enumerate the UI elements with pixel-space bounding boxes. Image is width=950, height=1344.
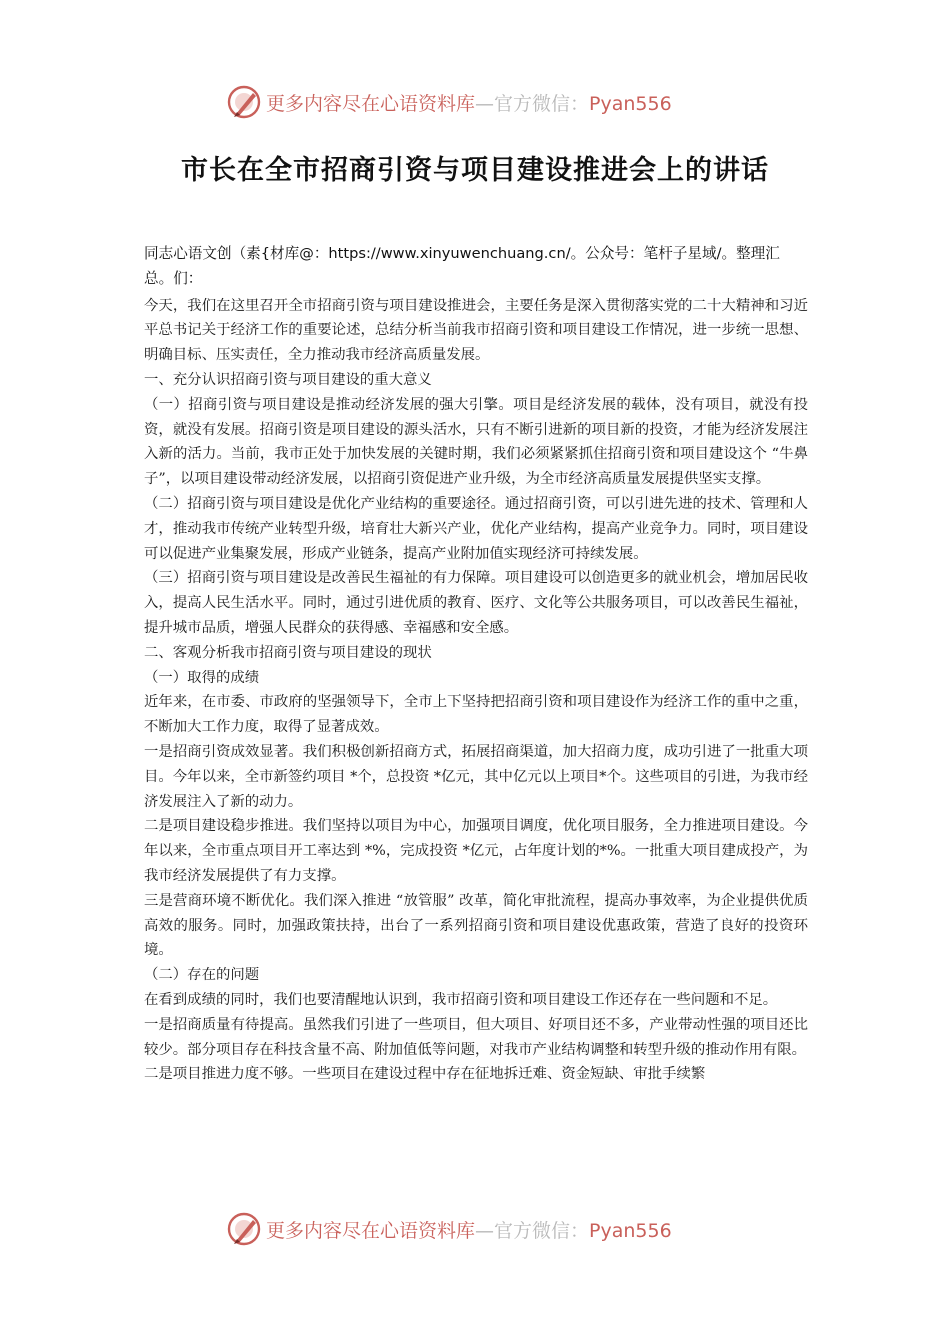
paragraph: （二）招商引资与项目建设是优化产业结构的重要途径。通过招商引资，可以引进先进的技术、管理和人才，推动我市传统产业转型升级，培育壮大新兴产业，优化产业结构，提高产业竞争力。同时，项目建设可以促进产业集聚发展，形成产业链条，提高产业附加值实现经济可持续发展。 <box>144 495 808 562</box>
paragraph: 今天，我们在这里召开全市招商引资与项目建设推进会，主要任务是深入贯彻落实党的二十大精神和习近平总书记关于经济工作的重要论述，总结分析当前我市招商引资和项目建设工作情况，进一步统一思想、明确目标、压实责任，全力推动我市经济高质量发展。 <box>144 297 808 364</box>
subsection-heading: （一）取得的成绩 <box>144 669 260 686</box>
watermark-text: 更多内容尽在心语资料库—官方微信：Pyan556 <box>266 1219 672 1242</box>
section-heading: 一、充分认识招商引资与项目建设的重大意义 <box>144 371 432 388</box>
watermark-banner-top <box>226 84 746 120</box>
document-body <box>144 242 808 1192</box>
document-title: 市长在全市招商引资与项目建设推进会上的讲话 <box>181 155 769 186</box>
watermark-text: 更多内容尽在心语资料库—官方微信：Pyan556 <box>266 92 672 115</box>
subsection-heading: （二）存在的问题 <box>144 967 260 984</box>
source-line: 同志心语文创（素{材库@：https://www.xinyuwenchuang.cn/。公众号：笔杆子星域/。整理汇总。们： <box>144 245 780 287</box>
paragraph: 一是招商引资成效显著。我们积极创新招商方式，拓展招商渠道，加大招商力度，成功引进了一批重大项目。今年以来，全市新签约项目 *个，总投资 *亿元，其中亿元以上项目*个。这些项目的引进，为我市经济发展注入了新的动力。 <box>144 743 808 810</box>
paragraph: 近年来，在市委、市政府的坚强领导下，全市上下坚持把招商引资和项目建设作为经济工作的重中之重，不断加大工作力度，取得了显著成效。 <box>144 694 808 736</box>
paragraph: （一）招商引资与项目建设是推动经济发展的强大引擎。项目是经济发展的载体，没有项目，就没有投资，就没有发展。招商引资是项目建设的源头活水，只有不断引进新的项目新的投资，才能为经济发展注入新的活力。当前，我市正处于加快发展的关键时期，我们必须紧紧抓住招商引资和项目建设这个 “牛鼻子”，以项目建设带动经济发展，以招商引资促进产业升级，为全市经济高质量发展提供坚实支撑。 <box>144 396 808 488</box>
section-heading: 二、客观分析我市招商引资与项目建设的现状 <box>144 644 432 661</box>
paragraph: 三是营商环境不断优化。我们深入推进 “放管服” 改革，简化审批流程，提高办事效率，为企业提供优质高效的服务。同时，加强政策扶持，出台了一系列招商引资和项目建设优惠政策，营造了良好的投资环境。 <box>144 892 808 959</box>
paragraph: 一是招商质量有待提高。虽然我们引进了一些项目，但大项目、好项目还不多，产业带动性强的项目还比较少。部分项目存在科技含量不高、附加值低等问题，对我市产业结构调整和转型升级的推动作用有限。 <box>144 1016 808 1058</box>
paragraph: 二是项目建设稳步推进。我们坚持以项目为中心，加强项目调度，优化项目服务，全力推进项目建设。今年以来，全市重点项目开工率达到 *%，完成投资 *亿元，占年度计划的*%。一批重大项目建成投产，为我市经济发展提供了有力支撑。 <box>144 818 808 884</box>
watermark-banner-bottom <box>226 1211 746 1247</box>
paragraph: （三）招商引资与项目建设是改善民生福祉的有力保障。项目建设可以创造更多的就业机会，增加居民收入，提高人民生活水平。同时，通过引进优质的教育、医疗、文化等公共服务项目，可以改善民生福祉，提升城市品质，增强人民群众的获得感、幸福感和安全感。 <box>144 570 808 636</box>
pen-logo-icon <box>226 84 262 120</box>
pen-logo-icon <box>226 1211 262 1247</box>
paragraph: 二是项目推进力度不够。一些项目在建设过程中存在征地拆迁难、资金短缺、审批手续繁 <box>144 1066 706 1083</box>
paragraph: 在看到成绩的同时，我们也要清醒地认识到，我市招商引资和项目建设工作还存在一些问题和不足。 <box>144 991 778 1008</box>
